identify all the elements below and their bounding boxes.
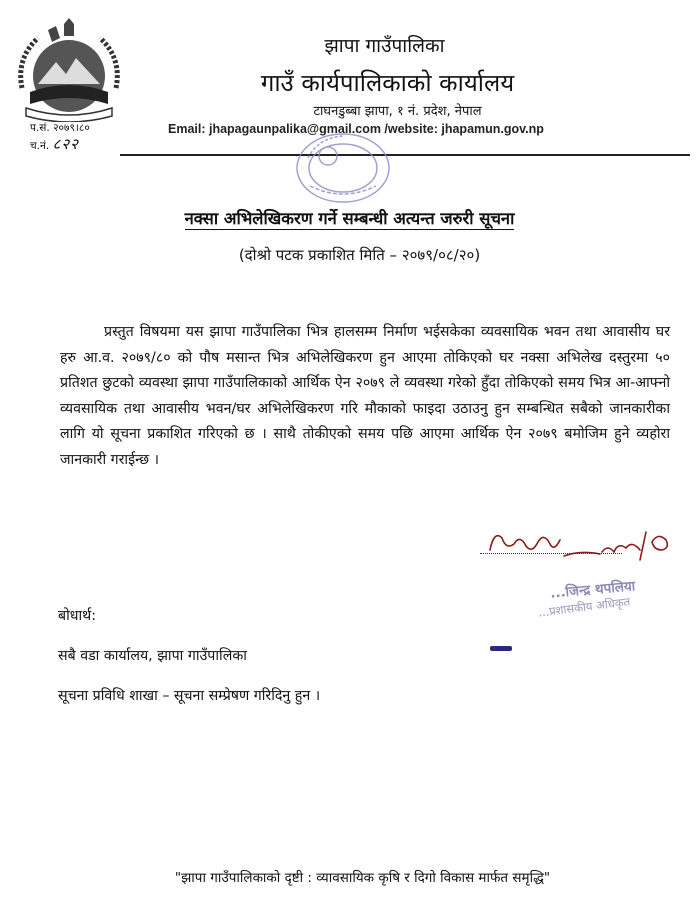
notice-subtitle: (दोश्रो पटक प्रकाशित मिति – २०७९/०८/२०) (238, 246, 481, 264)
dispatch-label: च.नं. (30, 140, 50, 152)
office-stamp-seal (288, 128, 398, 206)
header-divider (120, 154, 690, 156)
footer-slogan: "झापा गाउँपालिकाको दृष्टी : व्यावसायिक कृषि र दिगो विकास मार्फत समृद्धि" (174, 870, 551, 886)
contact-info: Email: jhapagaunpalika@gmail.com /website: jhapamun.gov.np (168, 122, 544, 136)
handwritten-signature (480, 520, 680, 568)
notice-title-text: नक्सा अभिलेखिकरण गर्ने सम्बन्धी अत्यन्त जरुरी सूचना (184, 209, 515, 228)
cc-line-it-section: सूचना प्रविधि शाखा – सूचना सम्प्रेषण गरिदिनु हुन । (58, 688, 321, 704)
cc-heading: बोधार्थ: (58, 608, 97, 624)
notice-title (0, 206, 699, 229)
organization-name: झापा गाउँपालिका (324, 35, 445, 57)
dispatch-number: ८२२ (52, 135, 79, 153)
fiscal-year-ref: प.सं. २०७९।८० (30, 122, 90, 134)
cc-line-wards: सबै वडा कार्यालय, झापा गाउँपालिका (58, 648, 247, 664)
signature-line (480, 553, 622, 554)
signatory-name: ...जिन्द्र थपलिया (549, 578, 636, 602)
signatory-title: ...प्रशासकीय अधिकृत (537, 594, 631, 620)
notice-body: प्रस्तुत विषयमा यस झापा गाउँपालिका भित्र हालसम्म निर्माण भईसकेका व्यवसायिक भवन तथा आवासीय घर हरु आ.व. २०७९/८० को पौष मसान्त भित्र अभिलेखिकरण हुन आएमा तोकिएको घर नक्सा अभिलेख दस्तुरमा ५० प्रतिशत छुटको व्यवस्था झापा गाउँपालिकाको आर्थिक ऐन २०७९ ले व्यवस्था गरेको हुँदा तोकिएको समय भित्र आ-आफ्नो व्यवसायिक तथा आवासीय भवन/घर अभिलेखिकरण गरि मौकाको फाइदा उठाउनु हुन सम्बन्धित सबैको जानकारीका लागि यो सूचना प्रकाशित गरिएको छ । साथै तोकीएको समय पछि आएमा आर्थिक ऐन २०७९ बमोजिम हुने व्यहोरा जानकारी गराईन्छ । (60, 324, 670, 468)
office-address: टाघनडुब्बा झापा, १ नं. प्रदेश, नेपाल (313, 104, 482, 119)
dispatch-ref (30, 134, 79, 154)
ink-mark (490, 646, 512, 651)
office-name: गाउँ कार्यपालिकाको कार्यालय (260, 69, 515, 97)
